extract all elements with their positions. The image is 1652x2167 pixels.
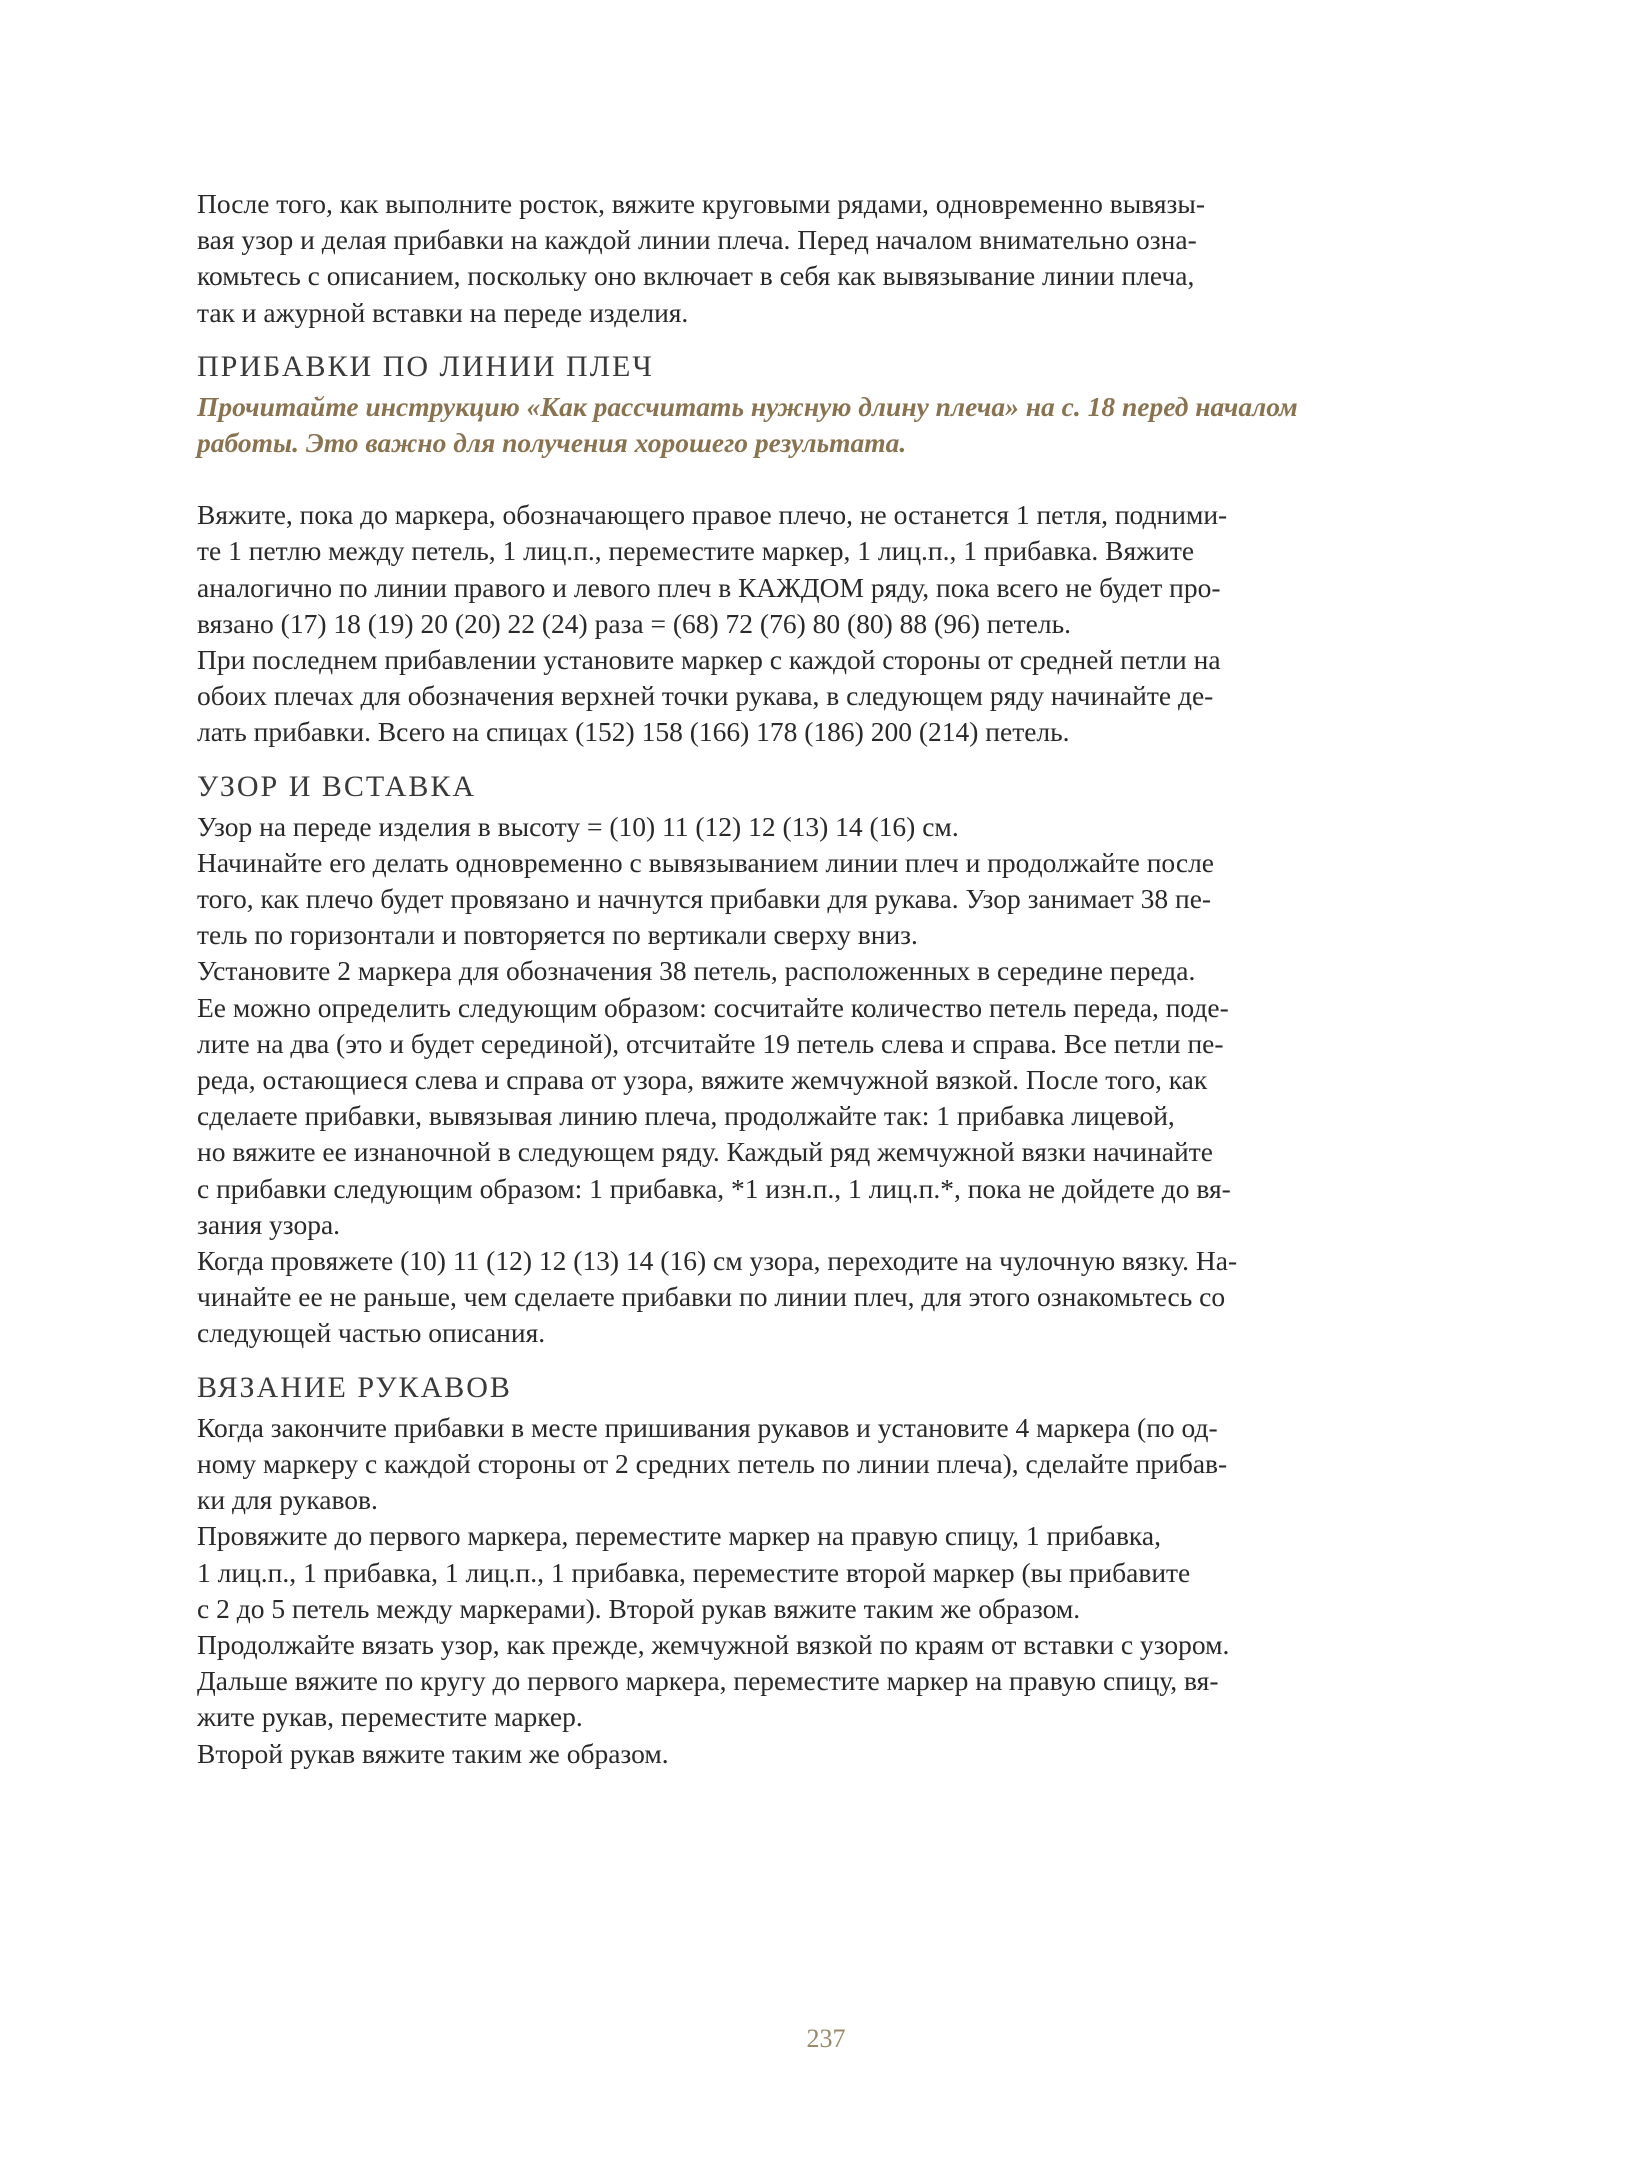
text-line: ному маркеру с каждой стороны от 2 средних петель по линии плеча), сделайте прибав- [197,1447,1228,1479]
text-line: обоих плечах для обозначения верхней точки рукава, в следующем ряду начинайте де- [197,680,1214,712]
text-line: Когда провяжете (10) 11 (12) 12 (13) 14 (16) см узора, переходите на чулочную вязку. На- [197,1245,1238,1277]
sleeves-paragraph [197,1410,1397,1772]
text-line: с прибавки следующим образом: 1 прибавка, *1 изн.п., 1 лиц.п.*, пока не дойдете до вя- [197,1172,1231,1204]
text-line: того, как плечо будет провязано и начнутся прибавки для рукава. Узор занимает 38 пе- [197,883,1212,915]
page-number: 237 [806,2024,846,2053]
text-line: Когда закончите прибавки в месте пришивания рукавов и установите 4 маркера (по од- [197,1411,1218,1443]
page-content [197,186,1397,1772]
text-line: чинайте ее не раньше, чем сделаете прибавки по линии плеч, для этого ознакомьтесь со [197,1281,1226,1313]
text-line: комьтесь с описанием, поскольку оно включает в себя как вывязывание линии плеча, [197,260,1195,292]
text-line: Вяжите, пока до маркера, обозначающего правое плечо, не останется 1 петля, подними- [197,499,1228,531]
text-line: При последнем прибавлении установите маркер с каждой стороны от средней петли на [197,644,1221,676]
text-line: жите рукав, переместите маркер. [197,1701,583,1733]
text-line: ки для рукавов. [197,1484,378,1516]
text-line: реда, остающиеся слева и справа от узора, вяжите жемчужной вязкой. После того, как [197,1064,1208,1096]
text-line: Начинайте его делать одновременно с вывязыванием линии плеч и продолжайте после [197,846,1215,878]
important-note [197,389,1397,461]
text-line: те 1 петлю между петель, 1 лиц.п., переместите маркер, 1 лиц.п., 1 прибавка. Вяжите [197,535,1195,567]
text-line: Дальше вяжите по кругу до первого маркера, переместите маркер на правую спицу, вя- [197,1665,1219,1697]
text-line: так и ажурной вставки на переде изделия. [197,296,689,328]
section-heading-sleeves: ВЯЗАНИЕ РУКАВОВ [197,1370,512,1404]
text-line: но вяжите ее изнаночной в следующем ряду. Каждый ряд жемчужной вязки начинайте [197,1136,1213,1168]
text-line: с 2 до 5 петель между маркерами). Второй рукав вяжите таким же образом. [197,1592,1081,1624]
text-line: 1 лиц.п., 1 прибавка, 1 лиц.п., 1 прибавка, переместите второй маркер (вы прибавите [197,1556,1191,1588]
text-line: вая узор и делая прибавки на каждой линии плеча. Перед началом внимательно озна- [197,224,1197,256]
text-line: Установите 2 маркера для обозначения 38 петель, расположенных в середине переда. [197,955,1196,987]
text-line: Провяжите до первого маркера, переместите маркер на правую спицу, 1 прибавка, [197,1520,1161,1552]
text-line: Продолжайте вязать узор, как прежде, жемчужной вязкой по краям от вставки с узором. [197,1628,1230,1660]
text-line: сделаете прибавки, вывязывая линию плеча, продолжайте так: 1 прибавка лицевой, [197,1100,1175,1132]
text-line: Узор на переде изделия в высоту = (10) 11 (12) 12 (13) 14 (16) см. [197,810,959,842]
text-line: зания узора. [197,1208,341,1240]
shoulders-paragraph [197,497,1397,750]
note-line: работы. Это важно для получения хорошего результата. [197,427,907,459]
text-line: вязано (17) 18 (19) 20 (20) 22 (24) раза = (68) 72 (76) 80 (80) 88 (96) петель. [197,607,1072,639]
section-heading-shoulders: ПРИБАВКИ ПО ЛИНИИ ПЛЕЧ [197,349,654,383]
text-line: тель по горизонтали и повторяется по вертикали сверху вниз. [197,919,918,951]
text-line: Ее можно определить следующим образом: сосчитайте количество петель переда, поде- [197,991,1229,1023]
note-line: Прочитайте инструкцию «Как рассчитать нужную длину плеча» на с. 18 перед началом [197,390,1298,422]
intro-paragraph [197,186,1397,331]
text-line: лите на два (это и будет серединой), отсчитайте 19 петель слева и справа. Все петли пе- [197,1027,1224,1059]
section-heading-pattern: УЗОР И ВСТАВКА [197,769,477,803]
text-line: лать прибавки. Всего на спицах (152) 158 (166) 178 (186) 200 (214) петель. [197,716,1070,748]
text-line: следующей частью описания. [197,1317,546,1349]
text-line: После того, как выполните росток, вяжите круговыми рядами, одновременно вывязы- [197,188,1206,219]
text-line: Второй рукав вяжите таким же образом. [197,1737,669,1769]
pattern-paragraph [197,809,1397,1352]
text-line: аналогично по линии правого и левого плеч в КАЖДОМ ряду, пока всего не будет про- [197,571,1221,603]
